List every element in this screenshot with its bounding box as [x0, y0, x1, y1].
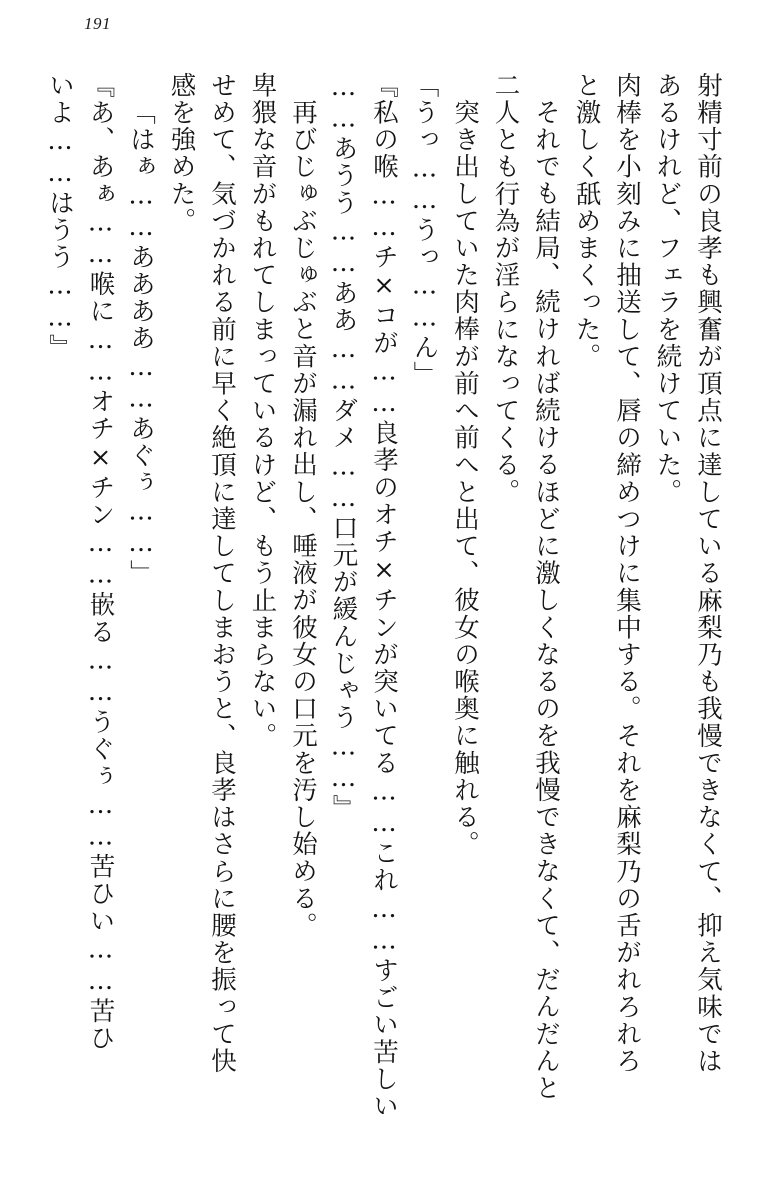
text-line: 再びじゅぶじゅぶと音が漏れ出し、唾液が彼女の口元を汚し始める。 — [288, 99, 318, 940]
text-line: 卑猥な音がもれてしまっているけど、もう止まらない。 — [247, 72, 278, 750]
text-line: いよ……はうう……』 — [45, 72, 75, 361]
text-line: 『あ、あぁ……喉に……オチ×チン……嵌る……うぐぅ……苦ひい……苦ひ — [85, 72, 116, 1052]
text-line: それでも結局、続ければ続けるほどに激しくなるのを我慢できなくて、だんだんと — [531, 99, 561, 1102]
text-line: 「うっ……うっ……ん」 — [409, 72, 440, 389]
text-line: 感を強めた。 — [166, 72, 197, 235]
text-line: 射精寸前の良孝も興奮が頂点に達している麻梨乃も我慢できなくて、抑え気味では — [693, 72, 723, 1075]
text-line: せめて、気づかれる前に早く絶頂に達してしまおうと、良孝はさらに腰を振って快 — [207, 72, 237, 1075]
text-line: と激しく舐めまくった。 — [571, 72, 602, 371]
text-line: 『私の喉……チ×コが……良孝のオチ×チンが突いてる……これ……すごい苦しい — [369, 72, 399, 1120]
text-line: ……あうう……ああ……ダメ……口元が緩んじゃう……』 — [328, 72, 359, 822]
page-number: 191 — [84, 14, 111, 33]
vertical-text-body — [45, 72, 723, 1160]
text-line: 「はぁ……ああああ……あぐぅ……」 — [126, 99, 156, 587]
text-line: 二人とも行為が淫らになってくる。 — [490, 72, 521, 506]
text-line: あるけれど、フェラを続けていた。 — [652, 72, 683, 506]
text-line: 突き出していた肉棒が前へ前へと出て、彼女の喉奥に触れる。 — [450, 99, 480, 858]
text-line: 肉棒を小刻みに抽送して、唇の締めつけに集中する。それを麻梨乃の舌がれろれろ — [612, 72, 642, 1075]
